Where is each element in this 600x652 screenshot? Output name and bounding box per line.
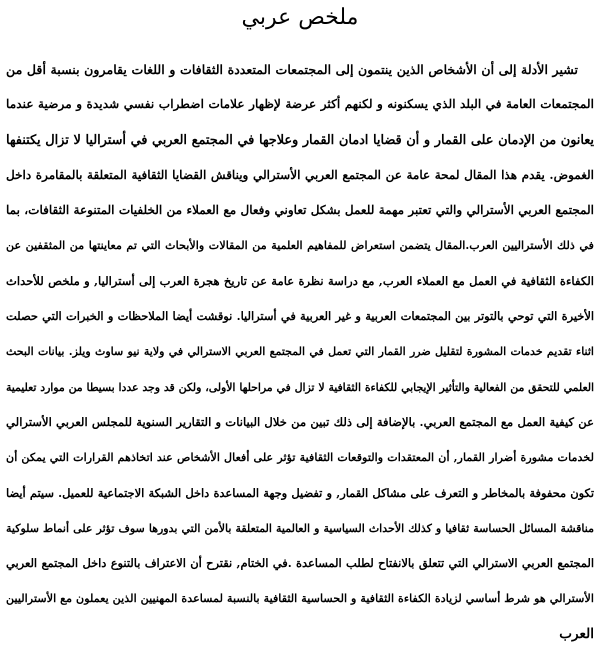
text-line: لخدمات مشورة أضرار القمار, أن المعتقدات والتوقعات الثقافية تؤثر على أفعال الأشخاص عند اتخاذهم القرارات التي يمكن أن [6,450,594,465]
text-line: تكون محفوفة بالمخاطر و التعرف على مشاكل القمار, و تفضيل وجهة المساعدة داخل الشبكة الاجتماعية للعميل. سيتم أيضا [6,485,594,500]
text-line: الغموض. يقدم هذا المقال لمحة عامة عن المجتمع العربي الأسترالي ويناقش القضايا الثقافية المتعلقة بالمقامرة داخل [6,167,594,182]
text-line: العلمي للتحقق من الفعالية والتأثير الإيجابي للكفاءة الثقافية لا تزال في مراحلها الأولى، ولكن قد وجد عددا بسيطا من موارد تعليمية [6,380,594,394]
text-line: المجتمعات العامة في البلد الذي يسكنونه و لكنهم أكثر عرضة لإظهار علامات اضطراب نفسي شديدة و مرضية عندما [6,97,594,112]
text-line: مناقشة المسائل الحساسة ثقافيا و كذلك الأحداث السياسية و العالمية المتعلقة بالأمن التي بدورها سوف تؤثر على أنماط سلوكية [6,521,594,535]
text-line: تشير الأدلة إلى أن الأشخاص الذين ينتمون إلى المجتمعات المتعددة الثقافات و اللغات يقامرون بنسبة أقل من [6,62,578,77]
text-line: الأسترالي هو شرط أساسي لزيادة الكفاءة الثقافية و الحساسية الثقافية بالنسبة لمساعدة المهنيين الذين يعملون مع الأستراليين [6,591,594,606]
text-line: المجتمع العربي الاسترالي التي تتعلق بالانفتاح لطلب المساعدة .في الختام, نقترح أن الاعتراف بالتنوع داخل المجتمع العربي [6,556,594,571]
text-line: يعانون من الإدمان على القمار و أن قضايا ادمان القمار وعلاجها في المجتمع العربي في أستراليا لا تزال يكتنفها [6,132,594,148]
text-line: اثناء تقديم خدمات المشورة لتقليل ضرر القمار التي تعمل في المجتمع العربي الاسترالي في ولاية نيو ساوث ويلز. بيانات البحث [6,345,594,359]
text-line: الأخيرة التي توحي بالتوتر بين المجتمعات العربية و غير العربية في أستراليا. نوقشت أيضا الملاحظات و الخبرات التي حصلت [6,309,594,324]
text-line: العرب [559,625,594,642]
text-line: الكفاءة الثقافية في العمل مع العملاء العرب, مع دراسة نظرة عامة عن تاريخ هجرة العرب إلى أستراليا, و ملخص للأحداث [6,273,594,288]
text-line: عن كيفية العمل مع المجتمع العربي. بالإضافة إلى ذلك تبين من خلال البيانات و التقارير السنوية للمجلس العربي الأسترالي [6,414,594,429]
page-title: ملخص عربي [241,5,359,30]
text-line: المجتمع العربي الأسترالي والتي تعتبر مهمة للعمل بشكل تعاوني وفعال مع العملاء من الخلفيات المتنوعة الثقافات، بما [6,203,594,218]
text-line: في ذلك الأستراليين العرب.المقال يتضمن استعراض للمفاهيم العلمية من المقالات والأبحاث التي تم معاينتها من المثقفين عن [6,238,594,253]
abstract-body [6,52,594,652]
